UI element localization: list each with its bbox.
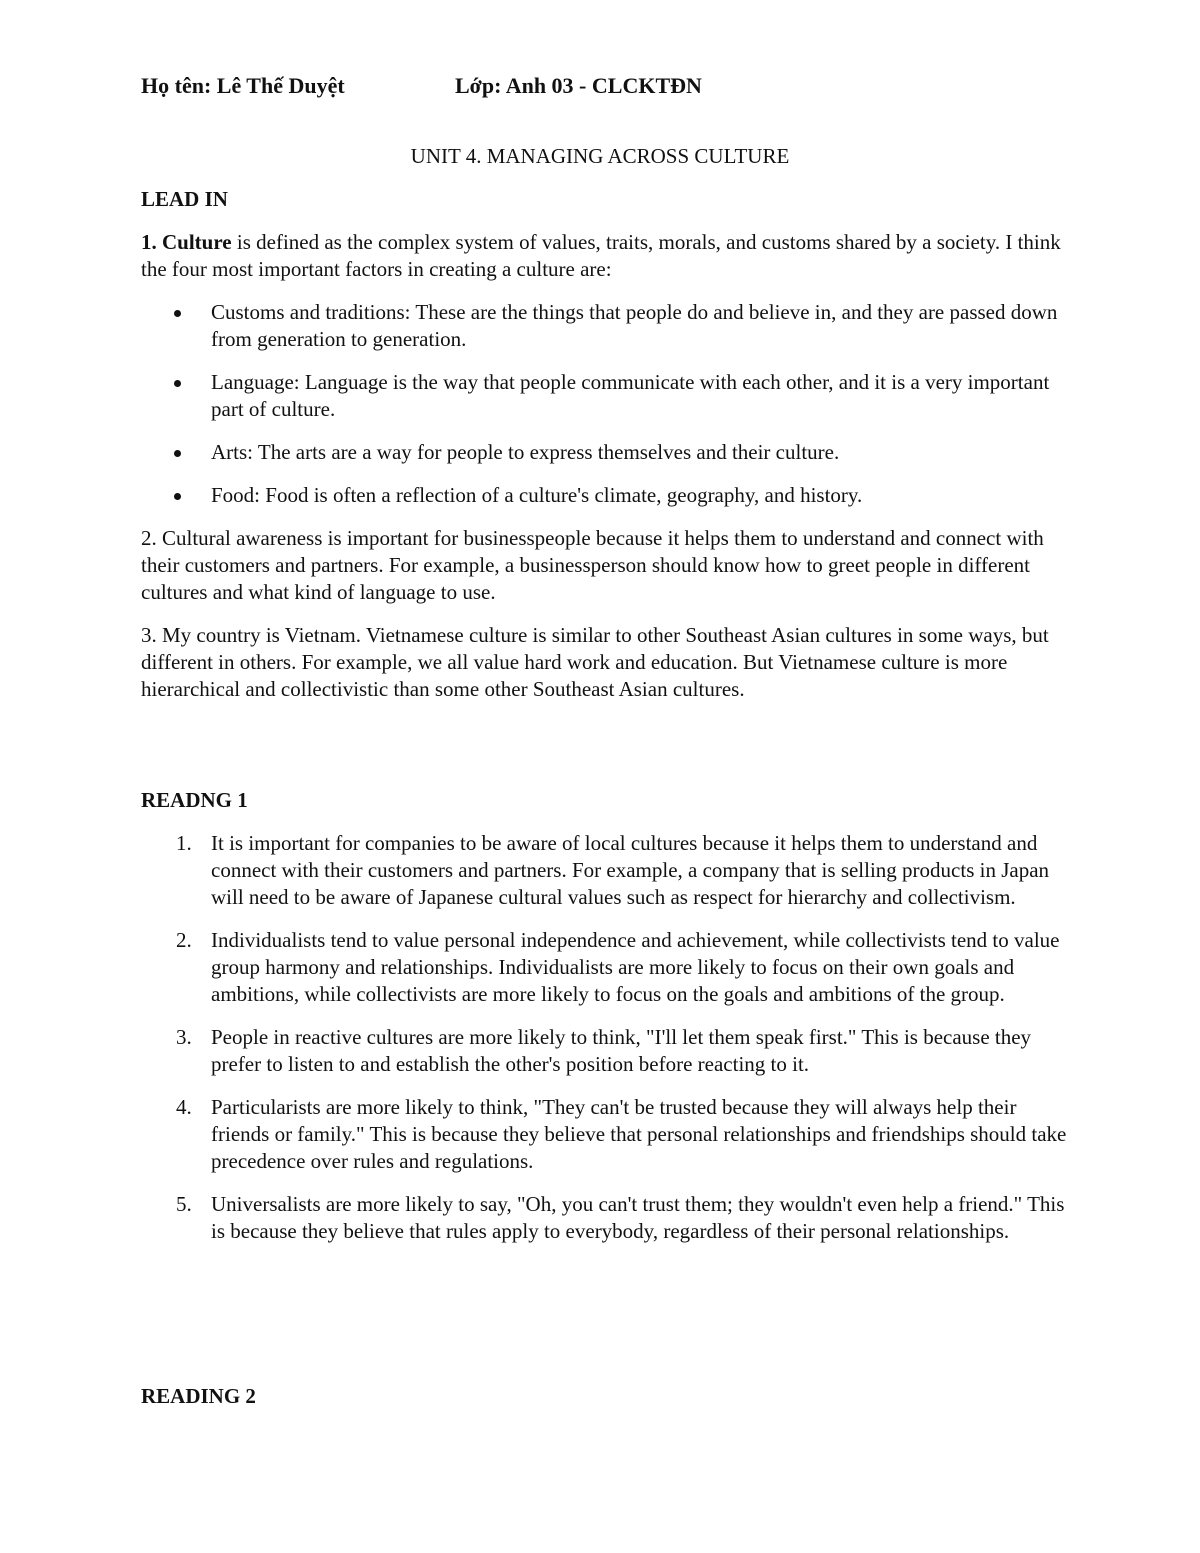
student-name: Họ tên: Lê Thế Duyệt: [141, 73, 345, 98]
lead-in-paragraph-1: [141, 229, 1071, 283]
lead-in-heading: LEAD IN: [141, 187, 228, 211]
reading-2-section: [141, 1383, 1071, 1410]
bullet-icon: [174, 380, 181, 387]
p1-number: 1.: [141, 230, 157, 254]
bullet-icon: [174, 493, 181, 500]
bullet-icon: [174, 310, 181, 317]
reading-2-heading: READING 2: [141, 1384, 256, 1408]
list-item: Arts: The arts are a way for people to express themselves and their culture.: [141, 439, 1071, 466]
unit-title-text: UNIT 4. MANAGING ACROSS CULTURE: [410, 144, 790, 168]
list-item: Customs and traditions: These are the things that people do and believe in, and they are passed down from generation to generation.: [141, 299, 1071, 353]
reading-1-heading: READNG 1: [141, 788, 248, 812]
lead-in-paragraph-3: 3. My country is Vietnam. Vietnamese culture is similar to other Southeast Asian cultures in some ways, but different in others. For example, we all value hard work and education. But Vietnamese culture is more hierarchical and collectivistic than some other Southeast Asian cultures.: [141, 623, 1049, 701]
list-item: 1. It is important for companies to be aware of local cultures because it helps them to understand and connect with their customers and partners. For example, a company that is selling products in Japan will need to be aware of Japanese cultural values such as respect for hierarchy and collectivism.: [176, 831, 1050, 909]
list-item: 3. People in reactive cultures are more likely to think, "I'll let them speak first." This is because they prefer to listen to and establish the other's position before reacting to it.: [176, 1025, 1032, 1076]
student-class: Lớp: Anh 03 - CLCKTĐN: [455, 73, 702, 98]
reading-1-answers: [141, 830, 1071, 1245]
lead-in-paragraph-2: 2. Cultural awareness is important for businesspeople because it helps them to understand and connect with their customers and partners. For example, a businessperson should know how to greet people in different cultures and what kind of language to use.: [141, 526, 1044, 604]
p1-term: Culture: [162, 230, 232, 254]
list-item: Food: Food is often a reflection of a culture's climate, geography, and history.: [141, 482, 1071, 509]
lead-in-section: [141, 186, 1071, 703]
list-item: 4. Particularists are more likely to think, "They can't be trusted because they will always help their friends or family." This is because they believe that personal relationships and friendships should take precedence over rules and regulations.: [176, 1095, 1067, 1173]
unit-title: [0, 143, 1200, 170]
reading-1-section: [141, 787, 1071, 1261]
p1-text: is defined as the complex system of values, traits, morals, and customs shared by a society. I think the four most important factors in creating a culture are:: [141, 230, 1061, 281]
culture-factors-list: [141, 299, 1071, 509]
list-item: 5. Universalists are more likely to say, "Oh, you can't trust them; they wouldn't even help a friend." This is because they believe that rules apply to everybody, regardless of their personal relationships.: [176, 1192, 1065, 1243]
student-header: [141, 72, 702, 99]
bullet-icon: [174, 450, 181, 457]
list-item: 2. Individualists tend to value personal independence and achievement, while collectivists tend to value group harmony and relationships. Individualists are more likely to focus on their own goals and ambitions, while collectivists are more likely to focus on the goals and ambitions of the group.: [176, 928, 1060, 1006]
list-item: Language: Language is the way that people communicate with each other, and it is a very important part of culture.: [141, 369, 1071, 423]
